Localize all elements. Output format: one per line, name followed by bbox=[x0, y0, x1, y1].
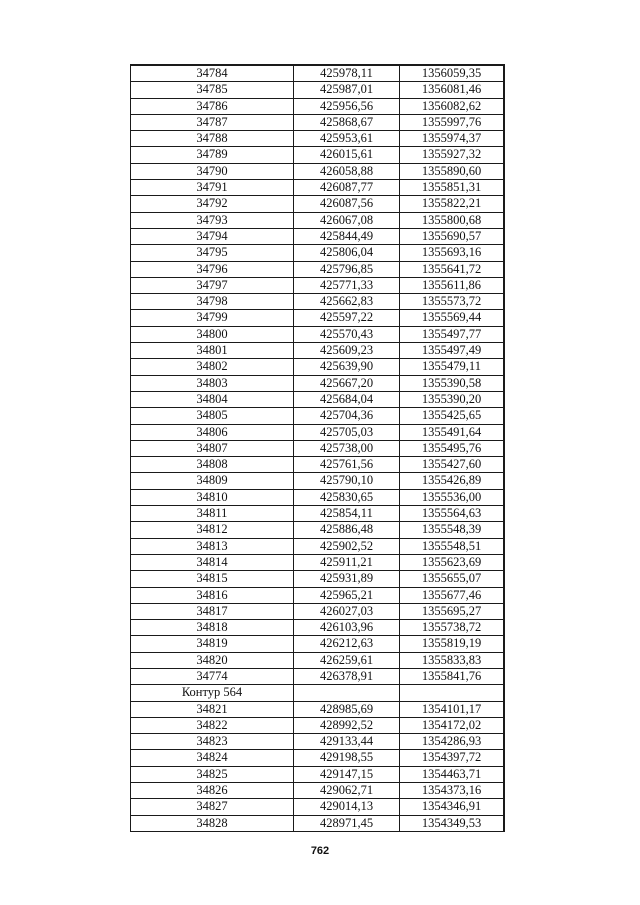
y-coordinate-cell: 1354373,16 bbox=[400, 783, 505, 799]
x-coordinate-cell: 425978,11 bbox=[294, 65, 400, 82]
x-coordinate-cell: 426378,91 bbox=[294, 668, 400, 684]
y-coordinate-cell: 1355974,37 bbox=[400, 131, 505, 147]
table-row bbox=[131, 522, 505, 538]
x-coordinate-cell: 426212,63 bbox=[294, 636, 400, 652]
table-row bbox=[131, 196, 505, 212]
table-row bbox=[131, 489, 505, 505]
point-number-cell: 34823 bbox=[131, 734, 294, 750]
x-coordinate-cell: 425830,65 bbox=[294, 489, 400, 505]
y-coordinate-cell: 1355851,31 bbox=[400, 180, 505, 196]
point-number-cell: 34796 bbox=[131, 261, 294, 277]
point-number-cell: 34808 bbox=[131, 457, 294, 473]
table-row bbox=[131, 326, 505, 342]
x-coordinate-cell: 425704,36 bbox=[294, 408, 400, 424]
table-row bbox=[131, 636, 505, 652]
y-coordinate-cell: 1355390,20 bbox=[400, 391, 505, 407]
y-coordinate-cell: 1355819,19 bbox=[400, 636, 505, 652]
point-number-cell: 34799 bbox=[131, 310, 294, 326]
table-row bbox=[131, 538, 505, 554]
x-coordinate-cell: 425902,52 bbox=[294, 538, 400, 554]
y-coordinate-cell: 1355927,32 bbox=[400, 147, 505, 163]
table-row bbox=[131, 668, 505, 684]
y-coordinate-cell bbox=[400, 685, 505, 701]
point-number-cell: 34825 bbox=[131, 766, 294, 782]
y-coordinate-cell: 1355495,76 bbox=[400, 440, 505, 456]
y-coordinate-cell: 1354397,72 bbox=[400, 750, 505, 766]
table-row bbox=[131, 180, 505, 196]
point-number-cell: 34806 bbox=[131, 424, 294, 440]
y-coordinate-cell: 1355690,57 bbox=[400, 228, 505, 244]
y-coordinate-cell: 1355548,39 bbox=[400, 522, 505, 538]
x-coordinate-cell: 425771,33 bbox=[294, 277, 400, 293]
x-coordinate-cell: 425790,10 bbox=[294, 473, 400, 489]
point-number-cell: 34810 bbox=[131, 489, 294, 505]
point-number-cell: 34791 bbox=[131, 180, 294, 196]
table-row bbox=[131, 343, 505, 359]
table-row bbox=[131, 734, 505, 750]
point-number-cell: 34801 bbox=[131, 343, 294, 359]
table-row bbox=[131, 131, 505, 147]
point-number-cell: 34793 bbox=[131, 212, 294, 228]
x-coordinate-cell: 429133,44 bbox=[294, 734, 400, 750]
y-coordinate-cell: 1355479,11 bbox=[400, 359, 505, 375]
point-number-cell: 34824 bbox=[131, 750, 294, 766]
table-row bbox=[131, 603, 505, 619]
point-number-cell: 34814 bbox=[131, 554, 294, 570]
x-coordinate-cell: 425854,11 bbox=[294, 506, 400, 522]
y-coordinate-cell: 1355822,21 bbox=[400, 196, 505, 212]
y-coordinate-cell: 1355738,72 bbox=[400, 620, 505, 636]
point-number-cell: 34774 bbox=[131, 668, 294, 684]
point-number-cell: 34789 bbox=[131, 147, 294, 163]
point-number-cell: 34816 bbox=[131, 587, 294, 603]
y-coordinate-cell: 1354346,91 bbox=[400, 799, 505, 815]
x-coordinate-cell: 425987,01 bbox=[294, 82, 400, 98]
y-coordinate-cell: 1355573,72 bbox=[400, 294, 505, 310]
table-row bbox=[131, 261, 505, 277]
x-coordinate-cell: 425705,03 bbox=[294, 424, 400, 440]
y-coordinate-cell: 1355695,27 bbox=[400, 603, 505, 619]
x-coordinate-cell: 429147,15 bbox=[294, 766, 400, 782]
y-coordinate-cell: 1355833,83 bbox=[400, 652, 505, 668]
y-coordinate-cell: 1355491,64 bbox=[400, 424, 505, 440]
table-row bbox=[131, 147, 505, 163]
point-number-cell: 34798 bbox=[131, 294, 294, 310]
point-number-cell: 34785 bbox=[131, 82, 294, 98]
point-number-cell: 34818 bbox=[131, 620, 294, 636]
point-number-cell: 34815 bbox=[131, 571, 294, 587]
x-coordinate-cell: 425667,20 bbox=[294, 375, 400, 391]
table-row bbox=[131, 554, 505, 570]
table-row bbox=[131, 424, 505, 440]
table-row bbox=[131, 310, 505, 326]
x-coordinate-cell: 425609,23 bbox=[294, 343, 400, 359]
point-number-cell: 34795 bbox=[131, 245, 294, 261]
table-row bbox=[131, 65, 505, 82]
table-row bbox=[131, 98, 505, 114]
point-number-cell: 34827 bbox=[131, 799, 294, 815]
y-coordinate-cell: 1355426,89 bbox=[400, 473, 505, 489]
point-number-cell: 34784 bbox=[131, 65, 294, 82]
x-coordinate-cell: 426015,61 bbox=[294, 147, 400, 163]
x-coordinate-cell: 425738,00 bbox=[294, 440, 400, 456]
point-number-cell: 34786 bbox=[131, 98, 294, 114]
point-number-cell: 34792 bbox=[131, 196, 294, 212]
y-coordinate-cell: 1355569,44 bbox=[400, 310, 505, 326]
y-coordinate-cell: 1355497,77 bbox=[400, 326, 505, 342]
x-coordinate-cell: 428992,52 bbox=[294, 717, 400, 733]
point-number-cell: 34826 bbox=[131, 783, 294, 799]
x-coordinate-cell: 425956,56 bbox=[294, 98, 400, 114]
point-number-cell: 34794 bbox=[131, 228, 294, 244]
x-coordinate-cell: 428985,69 bbox=[294, 701, 400, 717]
coordinates-table-body bbox=[131, 65, 505, 831]
point-number-cell: 34820 bbox=[131, 652, 294, 668]
y-coordinate-cell: 1355564,63 bbox=[400, 506, 505, 522]
x-coordinate-cell: 425761,56 bbox=[294, 457, 400, 473]
y-coordinate-cell: 1355841,76 bbox=[400, 668, 505, 684]
table-row bbox=[131, 375, 505, 391]
x-coordinate-cell: 428971,45 bbox=[294, 815, 400, 831]
table-row bbox=[131, 783, 505, 799]
x-coordinate-cell: 426027,03 bbox=[294, 603, 400, 619]
point-number-cell: 34803 bbox=[131, 375, 294, 391]
y-coordinate-cell: 1355623,69 bbox=[400, 554, 505, 570]
table-row bbox=[131, 701, 505, 717]
table-row bbox=[131, 473, 505, 489]
y-coordinate-cell: 1355677,46 bbox=[400, 587, 505, 603]
y-coordinate-cell: 1354349,53 bbox=[400, 815, 505, 831]
table-row bbox=[131, 294, 505, 310]
table-row bbox=[131, 359, 505, 375]
y-coordinate-cell: 1355655,07 bbox=[400, 571, 505, 587]
y-coordinate-cell: 1355890,60 bbox=[400, 163, 505, 179]
y-coordinate-cell: 1355548,51 bbox=[400, 538, 505, 554]
x-coordinate-cell: 426067,08 bbox=[294, 212, 400, 228]
table-row bbox=[131, 440, 505, 456]
y-coordinate-cell: 1355425,65 bbox=[400, 408, 505, 424]
y-coordinate-cell: 1356081,46 bbox=[400, 82, 505, 98]
x-coordinate-cell: 425796,85 bbox=[294, 261, 400, 277]
point-number-cell: 34787 bbox=[131, 114, 294, 130]
point-number-cell: 34812 bbox=[131, 522, 294, 538]
x-coordinate-cell: 425662,83 bbox=[294, 294, 400, 310]
point-number-cell: 34828 bbox=[131, 815, 294, 831]
x-coordinate-cell: 425597,22 bbox=[294, 310, 400, 326]
y-coordinate-cell: 1355427,60 bbox=[400, 457, 505, 473]
point-number-cell: 34813 bbox=[131, 538, 294, 554]
table-row bbox=[131, 799, 505, 815]
x-coordinate-cell: 425868,67 bbox=[294, 114, 400, 130]
y-coordinate-cell: 1356082,62 bbox=[400, 98, 505, 114]
y-coordinate-cell: 1354172,02 bbox=[400, 717, 505, 733]
x-coordinate-cell: 425570,43 bbox=[294, 326, 400, 342]
table-row bbox=[131, 245, 505, 261]
table-row bbox=[131, 391, 505, 407]
y-coordinate-cell: 1356059,35 bbox=[400, 65, 505, 82]
point-number-cell: 34800 bbox=[131, 326, 294, 342]
y-coordinate-cell: 1355641,72 bbox=[400, 261, 505, 277]
point-number-cell: 34805 bbox=[131, 408, 294, 424]
table-row bbox=[131, 228, 505, 244]
point-number-cell: 34811 bbox=[131, 506, 294, 522]
table-row bbox=[131, 766, 505, 782]
x-coordinate-cell: 429062,71 bbox=[294, 783, 400, 799]
contour-header-row bbox=[131, 685, 505, 701]
table-row bbox=[131, 815, 505, 831]
table-row bbox=[131, 212, 505, 228]
x-coordinate-cell: 425965,21 bbox=[294, 587, 400, 603]
x-coordinate-cell: 425639,90 bbox=[294, 359, 400, 375]
x-coordinate-cell: 425806,04 bbox=[294, 245, 400, 261]
x-coordinate-cell: 425911,21 bbox=[294, 554, 400, 570]
x-coordinate-cell: 425684,04 bbox=[294, 391, 400, 407]
y-coordinate-cell: 1355997,76 bbox=[400, 114, 505, 130]
x-coordinate-cell: 426087,56 bbox=[294, 196, 400, 212]
x-coordinate-cell: 425886,48 bbox=[294, 522, 400, 538]
table-row bbox=[131, 717, 505, 733]
y-coordinate-cell: 1354101,17 bbox=[400, 701, 505, 717]
table-row bbox=[131, 587, 505, 603]
table-row bbox=[131, 408, 505, 424]
x-coordinate-cell: 429014,13 bbox=[294, 799, 400, 815]
table-row bbox=[131, 620, 505, 636]
x-coordinate-cell: 429198,55 bbox=[294, 750, 400, 766]
y-coordinate-cell: 1354286,93 bbox=[400, 734, 505, 750]
point-number-cell: 34797 bbox=[131, 277, 294, 293]
point-number-cell: Контур 564 bbox=[131, 685, 294, 701]
y-coordinate-cell: 1355497,49 bbox=[400, 343, 505, 359]
y-coordinate-cell: 1355390,58 bbox=[400, 375, 505, 391]
page-number: 762 bbox=[310, 845, 330, 857]
table-row bbox=[131, 277, 505, 293]
y-coordinate-cell: 1355693,16 bbox=[400, 245, 505, 261]
x-coordinate-cell: 425953,61 bbox=[294, 131, 400, 147]
point-number-cell: 34807 bbox=[131, 440, 294, 456]
x-coordinate-cell bbox=[294, 685, 400, 701]
point-number-cell: 34809 bbox=[131, 473, 294, 489]
x-coordinate-cell: 426103,96 bbox=[294, 620, 400, 636]
table-row bbox=[131, 82, 505, 98]
y-coordinate-cell: 1355800,68 bbox=[400, 212, 505, 228]
point-number-cell: 34819 bbox=[131, 636, 294, 652]
x-coordinate-cell: 426087,77 bbox=[294, 180, 400, 196]
x-coordinate-cell: 426259,61 bbox=[294, 652, 400, 668]
table-row bbox=[131, 652, 505, 668]
coordinates-table bbox=[130, 64, 505, 832]
y-coordinate-cell: 1354463,71 bbox=[400, 766, 505, 782]
table-row bbox=[131, 457, 505, 473]
point-number-cell: 34804 bbox=[131, 391, 294, 407]
table-row bbox=[131, 571, 505, 587]
table-row bbox=[131, 750, 505, 766]
point-number-cell: 34802 bbox=[131, 359, 294, 375]
point-number-cell: 34790 bbox=[131, 163, 294, 179]
point-number-cell: 34817 bbox=[131, 603, 294, 619]
x-coordinate-cell: 425844,49 bbox=[294, 228, 400, 244]
y-coordinate-cell: 1355611,86 bbox=[400, 277, 505, 293]
x-coordinate-cell: 426058,88 bbox=[294, 163, 400, 179]
table-row bbox=[131, 114, 505, 130]
x-coordinate-cell: 425931,89 bbox=[294, 571, 400, 587]
table-row bbox=[131, 163, 505, 179]
y-coordinate-cell: 1355536,00 bbox=[400, 489, 505, 505]
table-row bbox=[131, 506, 505, 522]
point-number-cell: 34822 bbox=[131, 717, 294, 733]
point-number-cell: 34821 bbox=[131, 701, 294, 717]
point-number-cell: 34788 bbox=[131, 131, 294, 147]
